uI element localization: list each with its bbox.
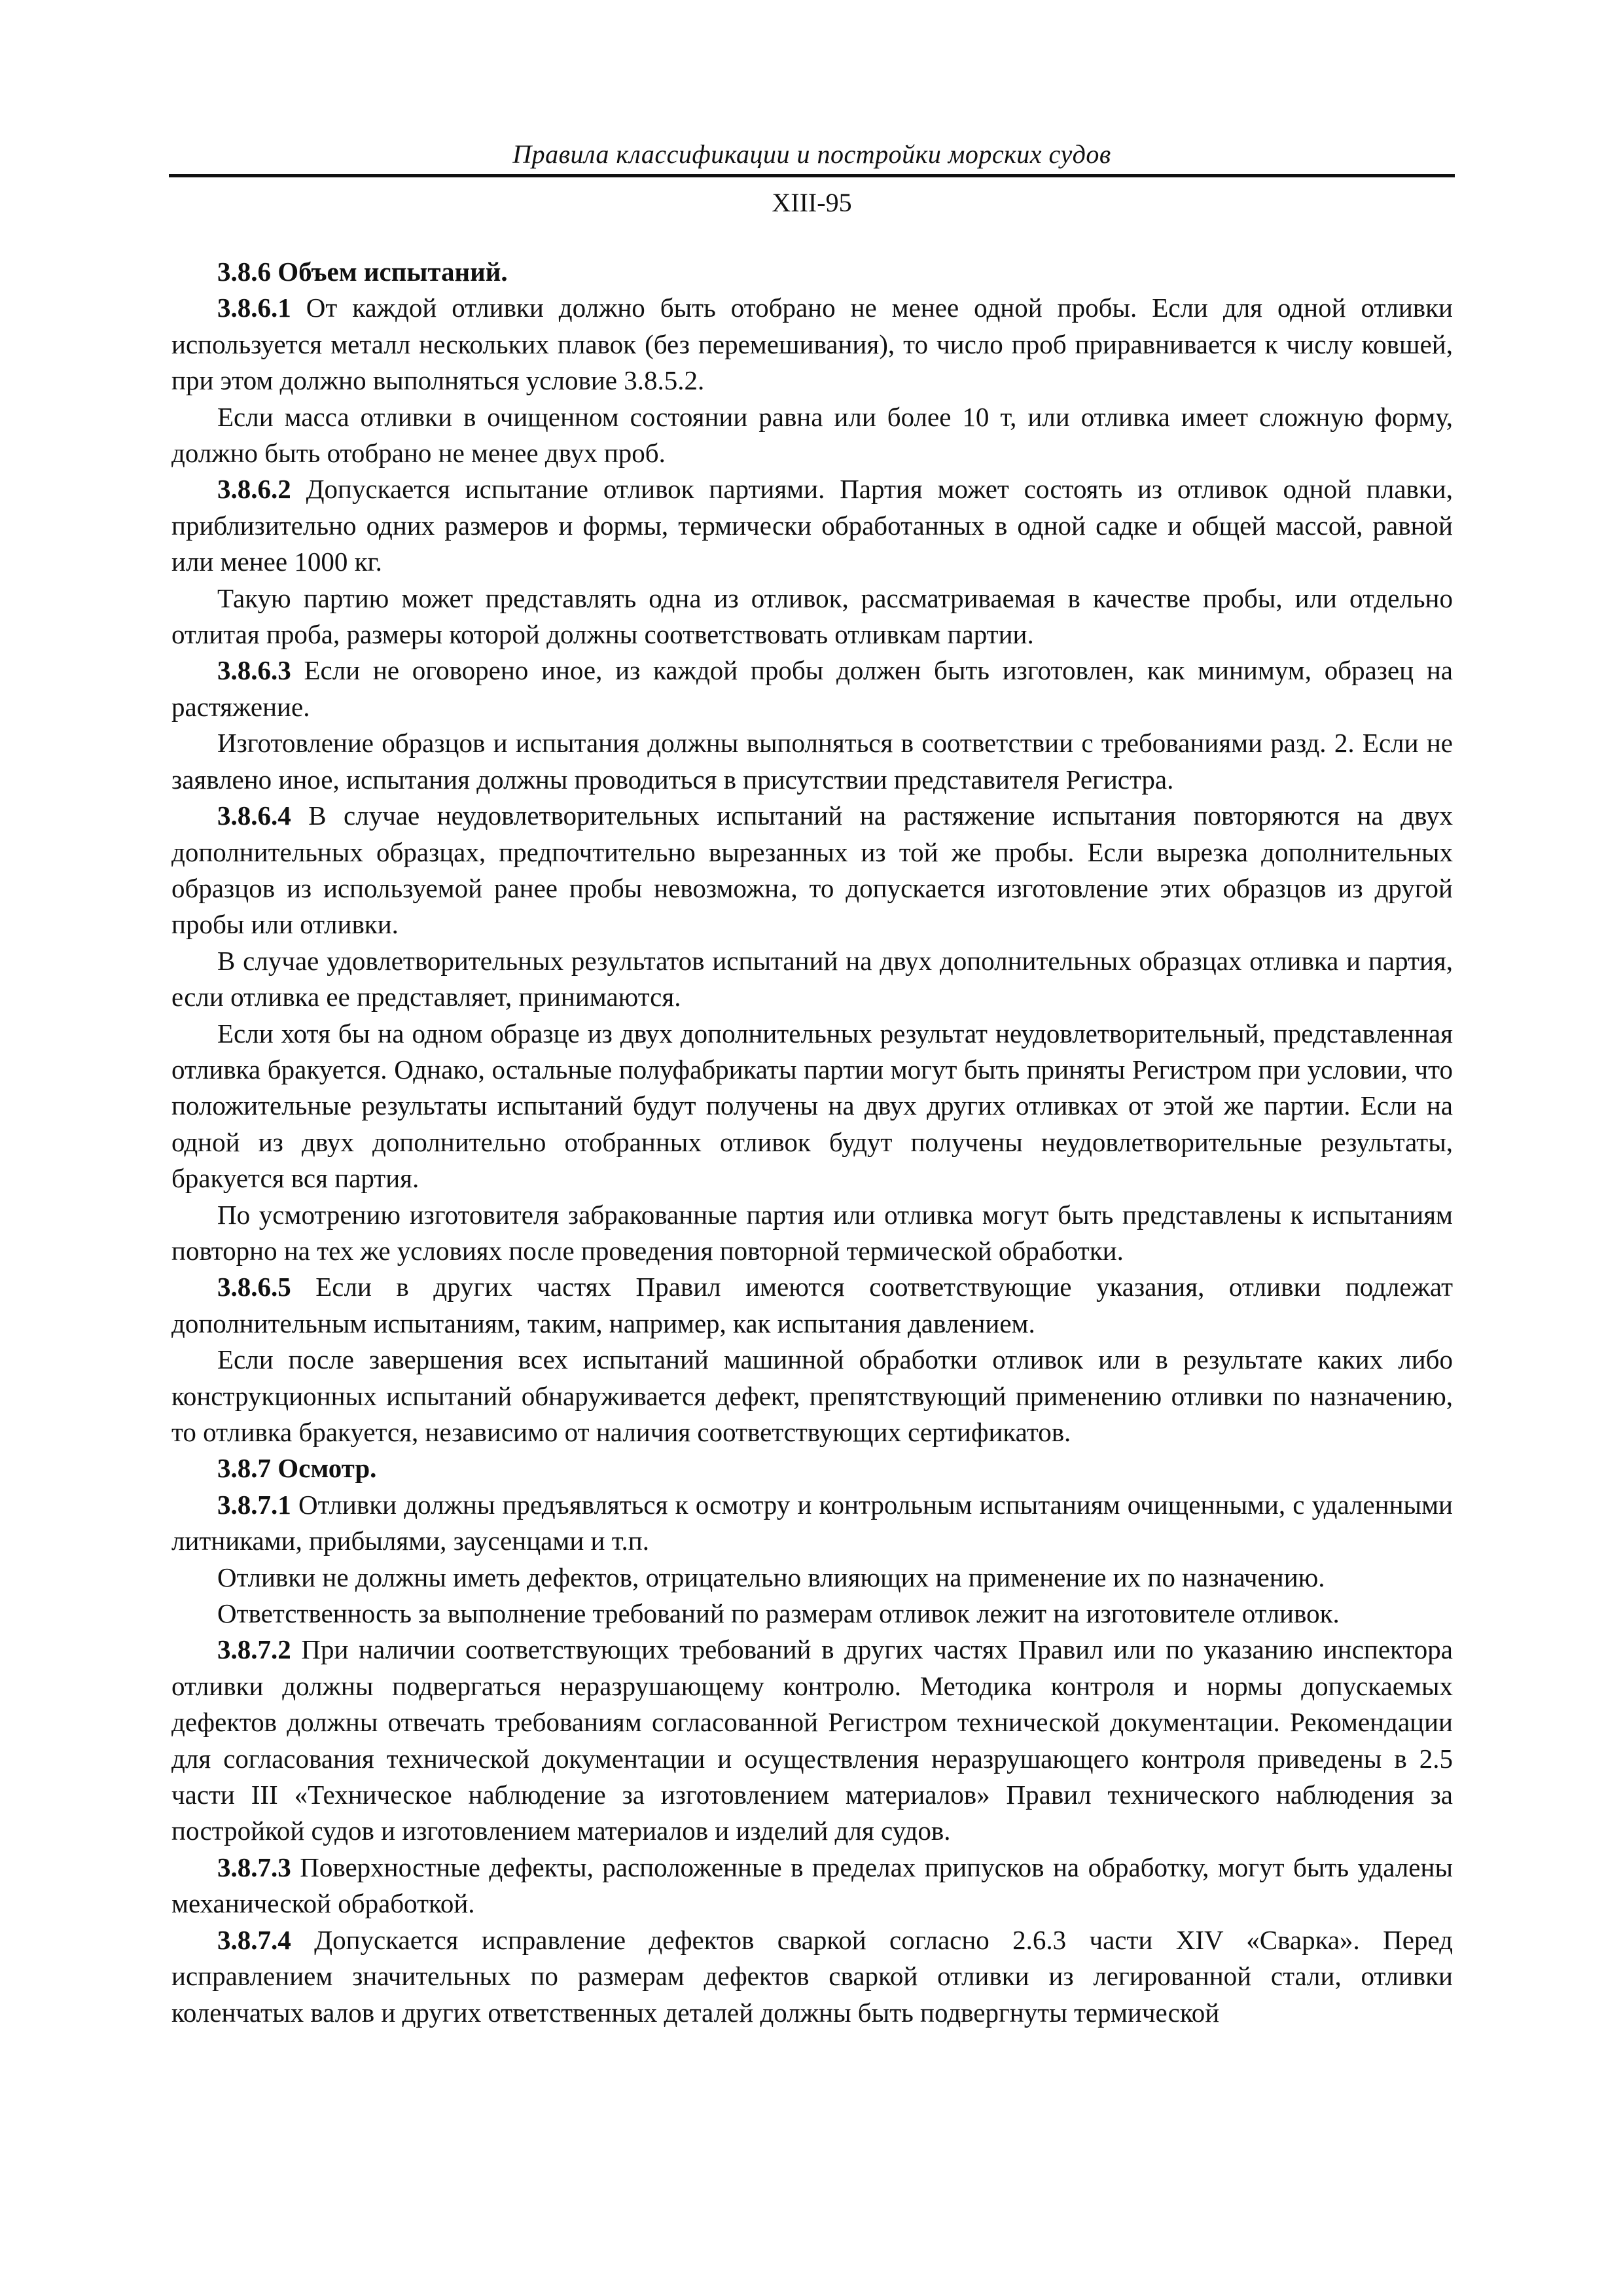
paragraph (171, 943, 1453, 1016)
clause-number: 3.8.6.3 (217, 655, 291, 686)
paragraph-text: Отливки не должны иметь дефектов, отрицательно влияющих на применение их по назначению. (217, 1562, 1325, 1592)
paragraph-text: При наличии соответствующих требований в других частях Правил или по указанию инспектора отливки должны подвергаться неразрушающему контролю. Методика контроля и нормы допускаемых дефектов должны отвечать требованиям согласованной Регистром технической документации. Рекомендации для согласования технической документации и осуществления неразрушающего контроля приведены в 2.5 части III «Техническое наблюдение за изготовлением материалов» Правил технического наблюдения за постройкой судов и изготовлением материалов и изделий для судов. (171, 1634, 1453, 1846)
paragraph (171, 653, 1453, 725)
paragraph-text: От каждой отливки должно быть отобрано не менее одной пробы. Если для одной отливки используется металл нескольких плавок (без перемешивания), то число проб приравнивается к числу ковшей, при этом должно выполняться условие 3.8.5.2. (171, 293, 1453, 396)
paragraph-text: Ответственность за выполнение требований по размерам отливок лежит на изготовителе отливок. (217, 1598, 1340, 1629)
paragraph (171, 1197, 1453, 1270)
clause-number: 3.8.6.1 (217, 293, 291, 323)
paragraph (171, 399, 1453, 472)
paragraph (171, 1632, 1453, 1849)
paragraph-text: Если хотя бы на одном образце из двух дополнительных результат неудовлетворительный, представленная отливка бракуется. Однако, остальные полуфабрикаты партии могут быть приняты Регистром при условии, что положительные результаты испытаний будут получены на двух других отливках от этой же партии. Если на одной из двух дополнительно отобранных отливок будут получены неудовлетворительные результаты, бракуется вся партия. (171, 1018, 1453, 1194)
paragraph-text: Если после завершения всех испытаний машинной обработки отливок или в результате каких либо конструкционных испытаний обнаруживается дефект, препятствующий применению отливки по назначению, то отливка бракуется, независимо от наличия соответствующих сертификатов. (171, 1344, 1453, 1447)
paragraph (171, 581, 1453, 653)
clause-number: 3.8.7.2 (217, 1634, 291, 1665)
document-body (171, 254, 1453, 2031)
paragraph (171, 798, 1453, 943)
paragraph-text: Если масса отливки в очищенном состоянии равна или более 10 т, или отливка имеет сложную форму, должно быть отобрано не менее двух проб. (171, 401, 1453, 469)
paragraph-text: Отливки должны предъявляться к осмотру и контрольным испытаниям очищенными, с удаленными литниками, прибылями, заусенцами и т.п. (171, 1489, 1453, 1556)
paragraph-text: Если не оговорено иное, из каждой пробы должен быть изготовлен, как минимум, образец на растяжение. (171, 655, 1453, 722)
paragraph (171, 1850, 1453, 1922)
paragraph-text: Поверхностные дефекты, расположенные в пределах припусков на обработку, могут быть удалены механической обработкой. (171, 1852, 1453, 1919)
paragraph (171, 1016, 1453, 1197)
paragraph (171, 1269, 1453, 1342)
paragraph (171, 1922, 1453, 2031)
clause-number: 3.8.6.4 (217, 800, 291, 831)
paragraph (171, 725, 1453, 798)
paragraph-text: По усмотрению изготовителя забракованные партия или отливка могут быть представлены к испытаниям повторно на тех же условиях после проведения повторной термической обработки. (171, 1199, 1453, 1266)
paragraph (171, 471, 1453, 580)
paragraph-text: Изготовление образцов и испытания должны выполняться в соответствии с требованиями разд. 2. Если не заявлено иное, испытания должны проводиться в присутствии представителя Регистра. (171, 728, 1453, 795)
section-heading: 3.8.7 Осмотр. (217, 1453, 377, 1484)
running-header-title: Правила классификации и постройки морских судов (512, 139, 1111, 169)
paragraph (171, 1487, 1453, 1560)
paragraph-text: Если в других частях Правил имеются соответствующие указания, отливки подлежат дополнительным испытаниям, таким, например, как испытания давлением. (171, 1272, 1453, 1338)
paragraph (171, 1560, 1453, 1596)
paragraph (171, 1596, 1453, 1632)
paragraph (171, 290, 1453, 399)
clause-number: 3.8.7.1 (217, 1489, 291, 1520)
section-heading: 3.8.6 Объем испытаний. (217, 257, 508, 287)
paragraph-text: Допускается испытание отливок партиями. Партия может состоять из отливок одной плавки, приблизительно одних размеров и формы, термически обработанных в одной садке и общей массой, равной или менее 1000 кг. (171, 474, 1453, 577)
paragraph-text: Допускается исправление дефектов сваркой согласно 2.6.3 части XIV «Сварка». Перед исправлением значительных по размерам дефектов сваркой отливки из легированной стали, отливки коленчатых валов и других ответственных деталей должны быть подвергнуты термической (171, 1924, 1453, 2028)
clause-number: 3.8.6.2 (217, 474, 291, 505)
paragraph-text: Такую партию может представлять одна из отливок, рассматриваемая в качестве пробы, или отдельно отлитая проба, размеры которой должны соответствовать отливкам партии. (171, 583, 1453, 650)
clause-number: 3.8.6.5 (217, 1272, 291, 1302)
clause-number: 3.8.7.4 (217, 1924, 291, 1955)
page-number: XIII-95 (772, 188, 852, 217)
paragraph-text: В случае неудовлетворительных испытаний на растяжение испытания повторяются на двух дополнительных образцах, предпочтительно вырезанных из той же пробы. Если вырезка дополнительных образцов из используемой ранее пробы невозможна, то допускается изготовление этих образцов из другой пробы или отливки. (171, 800, 1453, 940)
clause-number: 3.8.7.3 (217, 1852, 291, 1882)
paragraph-text: В случае удовлетворительных результатов испытаний на двух дополнительных образцах отливка и партия, если отливка ее представляет, принимаются. (171, 945, 1453, 1013)
paragraph (171, 1342, 1453, 1450)
header-divider (169, 174, 1455, 177)
